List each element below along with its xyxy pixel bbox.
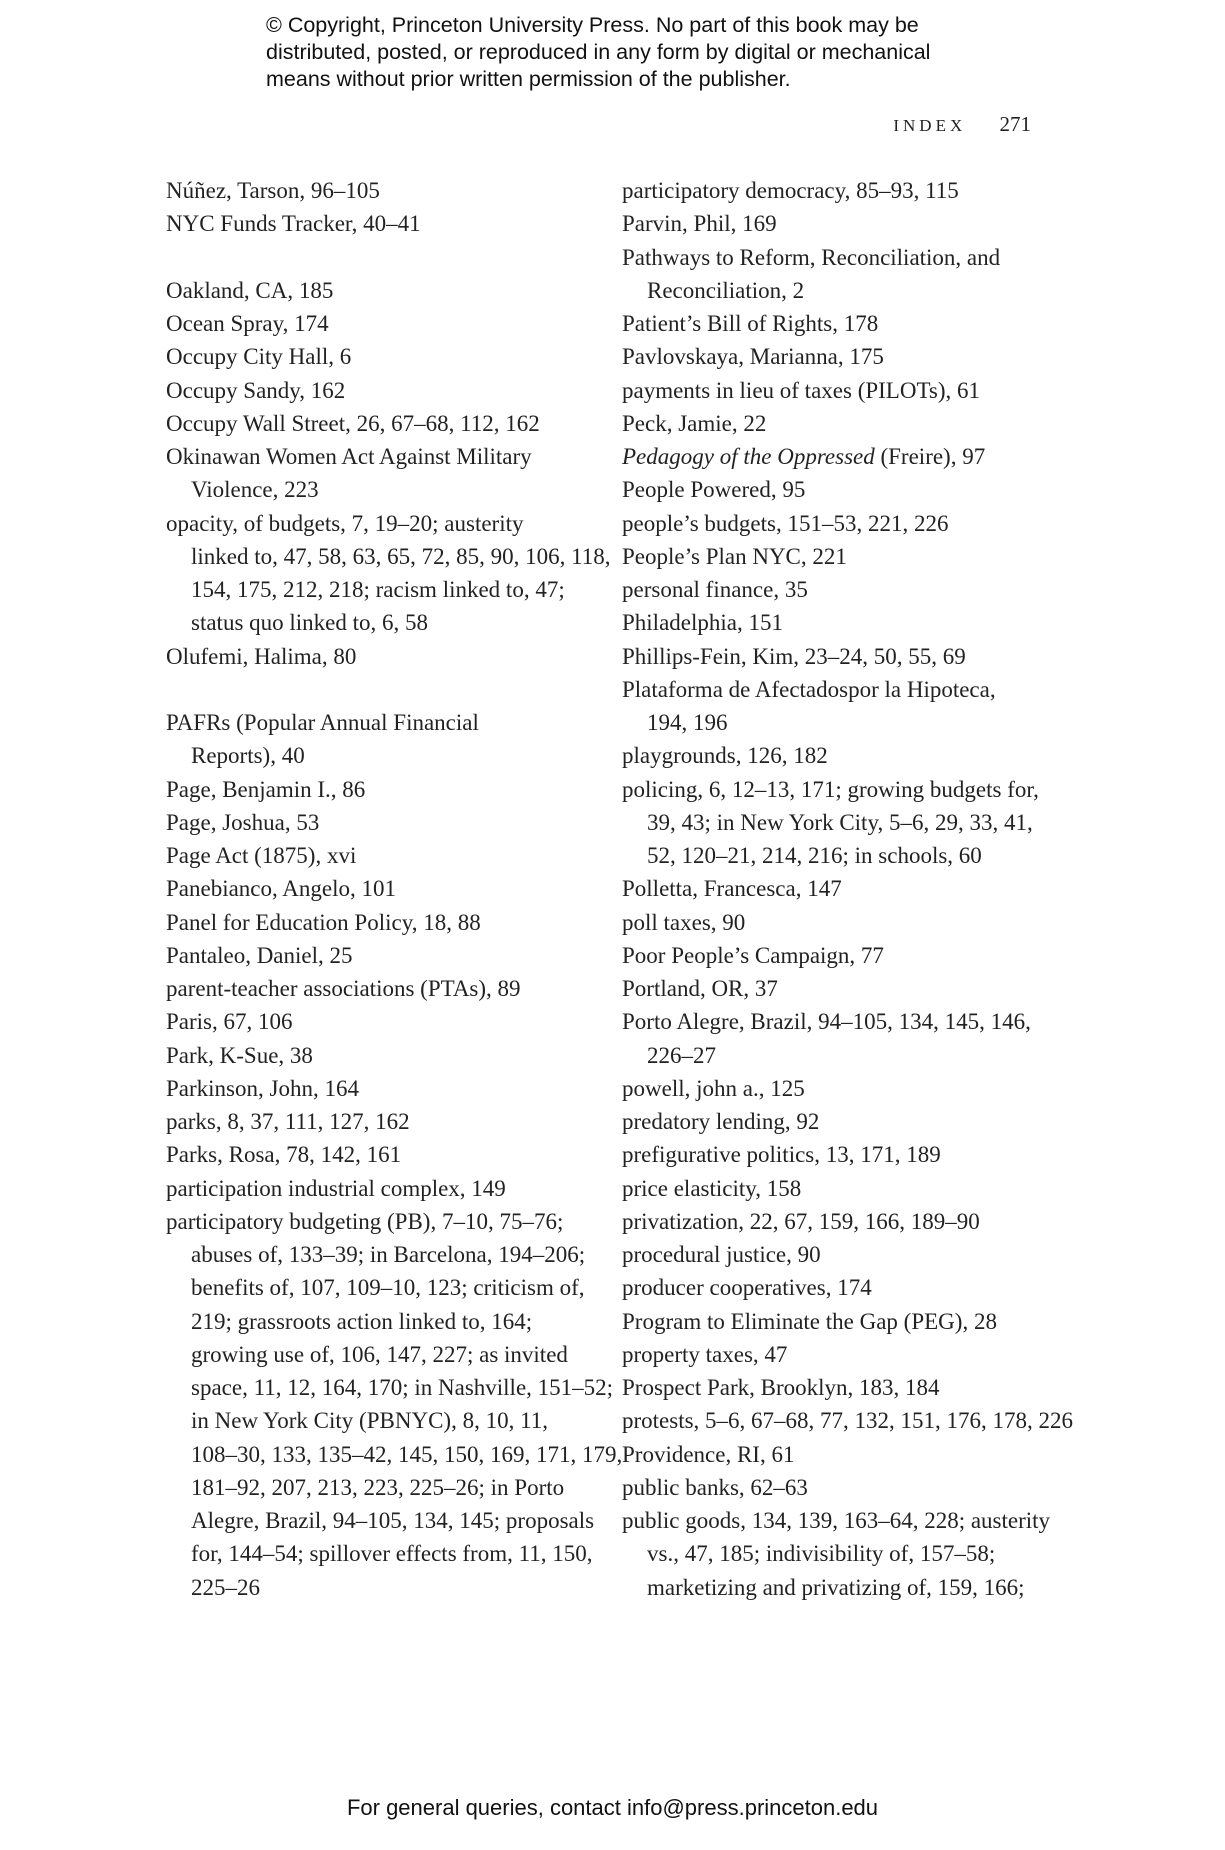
index-entry <box>166 174 586 207</box>
index-entry <box>622 1271 1052 1304</box>
index-entry <box>166 939 586 972</box>
index-entry <box>166 972 586 1005</box>
index-entry-line: People Powered, 95 <box>622 477 806 503</box>
index-entry-line: Alegre, Brazil, 94–105, 134, 145; proposals <box>191 1508 595 1533</box>
index-entry-line: playgrounds, 126, 182 <box>622 743 828 769</box>
index-entry-line: 108–30, 133, 135–42, 145, 150, 169, 171, 179, <box>191 1441 623 1467</box>
running-head <box>893 112 1031 137</box>
index-entry-title: Pedagogy of the Oppressed <box>622 444 875 469</box>
index-entry-line: Parks, Rosa, 78, 142, 161 <box>166 1142 402 1168</box>
index-entry <box>166 407 586 440</box>
index-entry-line: vs., 47, 185; indivisibility of, 157–58; <box>647 1541 996 1567</box>
index-entry-line: 225–26 <box>191 1574 260 1600</box>
index-entry-line: Panel for Education Policy, 18, 88 <box>166 909 481 935</box>
index-entry <box>622 939 1052 972</box>
footer-contact: For general queries, contact info@press.princeton.edu <box>346 1795 879 1820</box>
index-entry <box>622 739 1052 772</box>
index-entry-line: people’s budgets, 151–53, 221, 226 <box>622 510 949 536</box>
index-entry <box>622 1404 1074 1437</box>
index-entry-line: 154, 175, 212, 218; racism linked to, 47; <box>191 577 565 602</box>
index-entry-line: participation industrial complex, 149 <box>166 1175 506 1201</box>
index-entry <box>166 207 586 240</box>
index-entry <box>622 241 1052 308</box>
index-entry-line: Okinawan Women Act Against Military <box>166 444 532 469</box>
index-entry-line: Occupy Sandy, 162 <box>166 377 346 403</box>
index-entry-line: Pathways to Reform, Reconciliation, and <box>622 244 1001 270</box>
index-entry-line: Portland, OR, 37 <box>622 976 778 1001</box>
index-entry-line: Polletta, Francesca, 147 <box>622 876 842 902</box>
index-entry <box>622 473 1052 506</box>
index-entry-line: marketizing and privatizing of, 159, 166; <box>647 1574 1025 1600</box>
index-entry <box>622 606 1052 639</box>
index-entry-line: public goods, 134, 139, 163–64, 228; austerity <box>622 1508 1051 1533</box>
index-entry-line: 52, 120–21, 214, 216; in schools, 60 <box>647 843 982 868</box>
index-entry-line: public banks, 62–63 <box>622 1474 808 1500</box>
index-entry-line: 194, 196 <box>647 710 728 735</box>
index-entry-line: predatory lending, 92 <box>622 1109 820 1134</box>
index-entry-line: Olufemi, Halima, 80 <box>166 643 357 669</box>
index-entry <box>622 407 1052 440</box>
index-entry-line: Prospect Park, Brooklyn, 183, 184 <box>622 1375 940 1400</box>
index-entry <box>622 1238 1052 1271</box>
index-entry <box>166 1039 586 1072</box>
index-entry <box>622 773 1052 873</box>
index-entry <box>166 1205 623 1604</box>
index-entry-line: Phillips-Fein, Kim, 23–24, 50, 55, 69 <box>622 643 966 669</box>
index-entry <box>622 207 1052 240</box>
index-entry <box>622 1305 1052 1338</box>
index-entry-line: Philadelphia, 151 <box>622 610 783 636</box>
index-entry-line: benefits of, 107, 109–10, 123; criticism of, <box>191 1275 585 1301</box>
index-entry-line: 39, 43; in New York City, 5–6, 29, 33, 41, <box>647 809 1033 835</box>
copyright-notice <box>266 12 1026 93</box>
index-entry <box>622 507 1052 540</box>
index-entry <box>622 1172 1052 1205</box>
index-entry-line: policing, 6, 12–13, 171; growing budgets for, <box>622 776 1039 802</box>
index-entry-line: 226–27 <box>647 1042 716 1068</box>
index-entry <box>622 640 1052 673</box>
index-entry <box>166 1072 586 1105</box>
index-entry <box>166 274 586 307</box>
index-entry-line: Pantaleo, Daniel, 25 <box>166 942 353 968</box>
index-entry-line: NYC Funds Tracker, 40–41 <box>166 211 421 237</box>
index-entry <box>622 673 1052 740</box>
index-entry <box>166 507 611 640</box>
index-entry-line: participatory budgeting (PB), 7–10, 75–76; <box>166 1208 564 1234</box>
index-entry-line: Occupy Wall Street, 26, 67–68, 112, 162 <box>166 410 540 436</box>
index-entry <box>622 1072 1052 1105</box>
index-entry <box>622 1338 1052 1371</box>
index-entry <box>166 640 586 673</box>
index-entry-line: Reports), 40 <box>191 743 305 769</box>
page-number: 271 <box>999 112 1031 136</box>
index-entry <box>622 1471 1052 1504</box>
copyright-line: distributed, posted, or reproduced in any form by digital or mechanical <box>266 40 931 64</box>
index-entry <box>166 307 586 340</box>
index-entry <box>622 540 1052 573</box>
index-entry-line: PAFRs (Popular Annual Financial <box>166 710 479 735</box>
index-entry-line: linked to, 47, 58, 63, 65, 72, 85, 90, 106, 118, <box>191 543 611 569</box>
index-entry-line: growing use of, 106, 147, 227; as invited <box>191 1341 568 1367</box>
index-entry <box>166 440 586 507</box>
index-entry-line: producer cooperatives, 174 <box>622 1275 872 1301</box>
index-entry <box>166 1138 586 1171</box>
index-entry <box>166 806 586 839</box>
index-entry-line: abuses of, 133–39; in Barcelona, 194–206; <box>191 1242 586 1267</box>
index-entry-line: Panebianco, Angelo, 101 <box>166 876 396 902</box>
index-entry-line: status quo linked to, 6, 58 <box>191 610 429 636</box>
index-entry-line: Porto Alegre, Brazil, 94–105, 134, 145, 146, <box>622 1009 1031 1035</box>
index-entry <box>166 906 586 939</box>
index-entry <box>622 1005 1052 1072</box>
index-entry-line: Page Act (1875), xvi <box>166 843 357 868</box>
index-entry-line: Violence, 223 <box>191 477 319 503</box>
copyright-line: means without prior written permission of the publisher. <box>266 67 791 91</box>
index-entry-line: property taxes, 47 <box>622 1341 788 1367</box>
index-entry-line: powell, john a., 125 <box>622 1075 805 1101</box>
index-entry <box>622 340 1052 373</box>
index-entry-line: Parvin, Phil, 169 <box>622 211 777 237</box>
index-entry-line: procedural justice, 90 <box>622 1242 821 1267</box>
index-entry <box>622 1138 1052 1171</box>
index-entry <box>622 1371 1052 1404</box>
index-entry <box>166 773 586 806</box>
index-entry-line: for, 144–54; spillover effects from, 11, 150, <box>191 1541 593 1567</box>
index-entry-line: Núñez, Tarson, 96–105 <box>166 178 380 203</box>
index-entry <box>622 1205 1052 1238</box>
index-entry-line: space, 11, 12, 164, 170; in Nashville, 151–52; <box>191 1375 614 1400</box>
index-entry-line: Reconciliation, 2 <box>647 277 805 303</box>
index-entry <box>622 872 1052 905</box>
index-entry-line: 181–92, 207, 213, 223, 225–26; in Porto <box>191 1474 565 1500</box>
index-entry-line: Oakland, CA, 185 <box>166 277 334 303</box>
index-entry-line: Paris, 67, 106 <box>166 1009 293 1035</box>
index-entry <box>622 174 1052 207</box>
index-entry <box>622 906 1052 939</box>
copyright-line: © Copyright, Princeton University Press. No part of this book may be <box>266 13 919 37</box>
index-entry-line: personal finance, 35 <box>622 577 808 602</box>
index-entry-line: People’s Plan NYC, 221 <box>622 543 847 569</box>
running-head-title: INDEX <box>893 116 967 135</box>
index-entry-line: parks, 8, 37, 111, 127, 162 <box>166 1109 410 1134</box>
index-entry <box>166 1172 586 1205</box>
index-entry <box>622 1504 1052 1604</box>
index-entry <box>622 307 1052 340</box>
index-entry-line: Page, Joshua, 53 <box>166 809 320 835</box>
index-entry-line: payments in lieu of taxes (PILOTs), 61 <box>622 377 981 403</box>
index-entry-line: in New York City (PBNYC), 8, 10, 11, <box>191 1408 548 1434</box>
index-column-right <box>622 174 1074 1604</box>
index-entry-line: Pavlovskaya, Marianna, 175 <box>622 344 884 370</box>
index-entry <box>622 440 1052 473</box>
index-entry-line: Occupy City Hall, 6 <box>166 344 352 370</box>
index-entry <box>622 972 1052 1005</box>
index-entry-line: parent-teacher associations (PTAs), 89 <box>166 976 521 1001</box>
index-entry-text: (Freire), 97 <box>874 444 986 469</box>
index-entry-line: poll taxes, 90 <box>622 909 746 935</box>
index-entry-line: Providence, RI, 61 <box>622 1441 795 1467</box>
index-entry <box>166 340 586 373</box>
index-entry-line: Plataforma de Afectadospor la Hipoteca, <box>622 676 996 702</box>
index-entry-line: Peck, Jamie, 22 <box>622 410 767 436</box>
index-entry-line: Program to Eliminate the Gap (PEG), 28 <box>622 1308 997 1334</box>
index-entry <box>166 374 586 407</box>
index-entry-line: Poor People’s Campaign, 77 <box>622 942 884 968</box>
index-entry-line: Ocean Spray, 174 <box>166 311 329 336</box>
index-entry-line: Park, K-Sue, 38 <box>166 1042 313 1068</box>
index-entry <box>166 1105 586 1138</box>
index-column-left <box>166 174 623 1604</box>
index-entry-line: opacity, of budgets, 7, 19–20; austerity <box>166 510 524 536</box>
index-entry-line: Page, Benjamin I., 86 <box>166 776 366 802</box>
index-entry-line: prefigurative politics, 13, 171, 189 <box>622 1142 941 1168</box>
index-entry-line: Patient’s Bill of Rights, 178 <box>622 311 879 336</box>
index-entry <box>622 1105 1052 1138</box>
index-entry <box>622 1438 1052 1471</box>
index-entry <box>622 573 1052 606</box>
index-entry <box>166 1005 586 1038</box>
index-entry <box>166 872 586 905</box>
index-entry <box>622 374 1052 407</box>
index-entry-line <box>622 440 1052 473</box>
index-entry-line: privatization, 22, 67, 159, 166, 189–90 <box>622 1208 980 1234</box>
index-entry-line: protests, 5–6, 67–68, 77, 132, 151, 176, 178, 226 <box>622 1408 1074 1434</box>
index-entry-line: 219; grassroots action linked to, 164; <box>191 1308 533 1334</box>
index-entry <box>166 839 586 872</box>
index-entry <box>166 706 586 773</box>
index-entry-line: participatory democracy, 85–93, 115 <box>622 178 959 203</box>
index-entry-line: Parkinson, John, 164 <box>166 1075 359 1101</box>
index-entry-line: price elasticity, 158 <box>622 1175 802 1201</box>
